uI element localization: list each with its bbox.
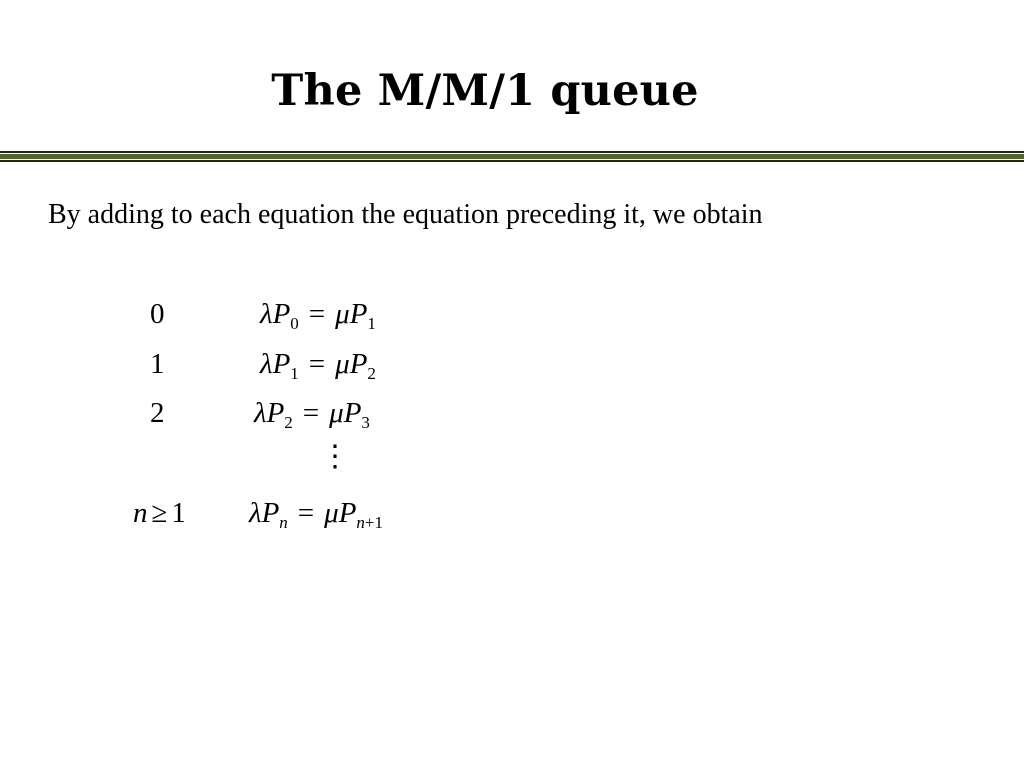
p-symbol: P: [349, 348, 368, 380]
p-symbol: P: [338, 497, 357, 529]
equals-sign: =: [308, 298, 326, 330]
vertical-ellipsis: ⋮: [320, 440, 350, 473]
n-variable: n: [133, 497, 148, 529]
equation-n: [249, 497, 383, 530]
lambda-symbol: λ: [260, 298, 273, 330]
rhs-subscript: [356, 513, 383, 532]
subscript-plus-one: +1: [364, 513, 384, 532]
label-number: 1: [171, 497, 186, 529]
lambda-symbol: λ: [249, 497, 262, 529]
p-symbol: P: [349, 298, 368, 330]
rhs-subscript: 3: [361, 413, 370, 432]
equation-0: [260, 298, 376, 331]
equation-label-1: 1: [150, 348, 165, 380]
mu-symbol: μ: [335, 348, 350, 380]
title-divider-top-line: [0, 151, 1024, 153]
equals-sign: =: [297, 497, 315, 529]
mu-symbol: μ: [324, 497, 339, 529]
rhs-subscript: 1: [367, 314, 376, 333]
subscript-n: n: [279, 513, 288, 532]
lambda-symbol: λ: [254, 397, 267, 429]
p-symbol: P: [272, 298, 291, 330]
equals-sign: =: [308, 348, 326, 380]
equals-sign: =: [302, 397, 320, 429]
subscript-n: n: [356, 513, 365, 532]
p-symbol: P: [261, 497, 280, 529]
p-symbol: P: [266, 397, 285, 429]
equation-1: [260, 348, 376, 381]
rhs-subscript: 2: [367, 364, 376, 383]
p-symbol: P: [343, 397, 362, 429]
title-divider-bottom-line: [0, 160, 1024, 162]
lhs-subscript: 1: [290, 364, 299, 383]
intro-text: By adding to each equation the equation preceding it, we obtain: [48, 199, 763, 230]
lhs-subscript: [279, 513, 288, 532]
equation-label-0: 0: [150, 298, 165, 330]
equation-label-2: 2: [150, 397, 165, 429]
mu-symbol: μ: [335, 298, 350, 330]
equation-2: [254, 397, 370, 430]
lhs-subscript: 2: [284, 413, 293, 432]
mu-symbol: μ: [329, 397, 344, 429]
equation-label-n: [133, 497, 186, 530]
p-symbol: P: [272, 348, 291, 380]
slide-title: The M/M/1 queue: [271, 66, 699, 116]
lhs-subscript: 0: [290, 314, 299, 333]
geq-sign: ≥: [151, 497, 168, 529]
lambda-symbol: λ: [260, 348, 273, 380]
title-divider-middle-line: [0, 154, 1024, 159]
